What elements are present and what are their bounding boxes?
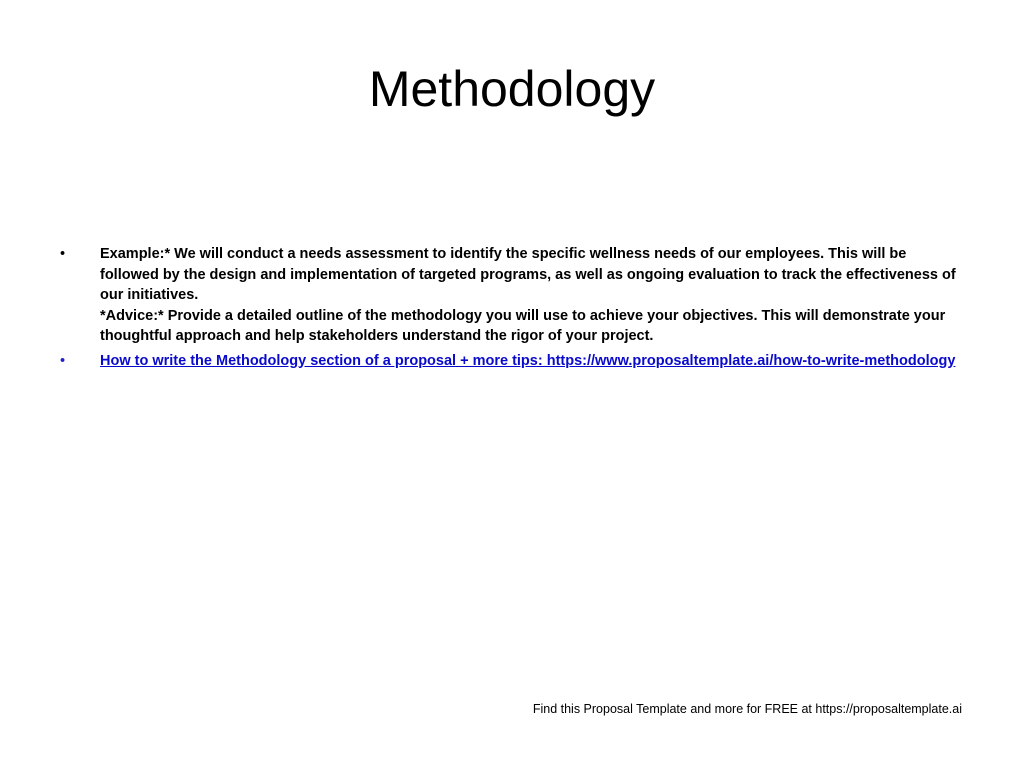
advice-text: *Advice:* Provide a detailed outline of the methodology you will use to achieve your objectives. This will demonstrate your thoughtful approach and help stakeholders understand the rigor of your project. (100, 307, 946, 344)
bullet-item-link (56, 351, 968, 372)
example-text: Example:* We will conduct a needs assessment to identify the specific wellness needs of our employees. This will be followed by the design and implementation of targeted programs, as well as ongoing evaluation to track the effectiveness of our initiatives. (100, 246, 956, 303)
bullet-list (56, 244, 968, 371)
methodology-tips-link[interactable]: How to write the Methodology section of a proposal + more tips: https://www.proposaltemplate.ai/how-to-write-methodology (100, 352, 956, 369)
bullet-dot-icon: • (60, 352, 66, 369)
slide-title: Methodology (368, 61, 656, 117)
bullet-dot-icon: • (60, 246, 66, 262)
footer-note: Find this Proposal Template and more for FREE at https://proposaltemplate.ai (532, 702, 962, 716)
bullet-item-example (56, 244, 968, 347)
